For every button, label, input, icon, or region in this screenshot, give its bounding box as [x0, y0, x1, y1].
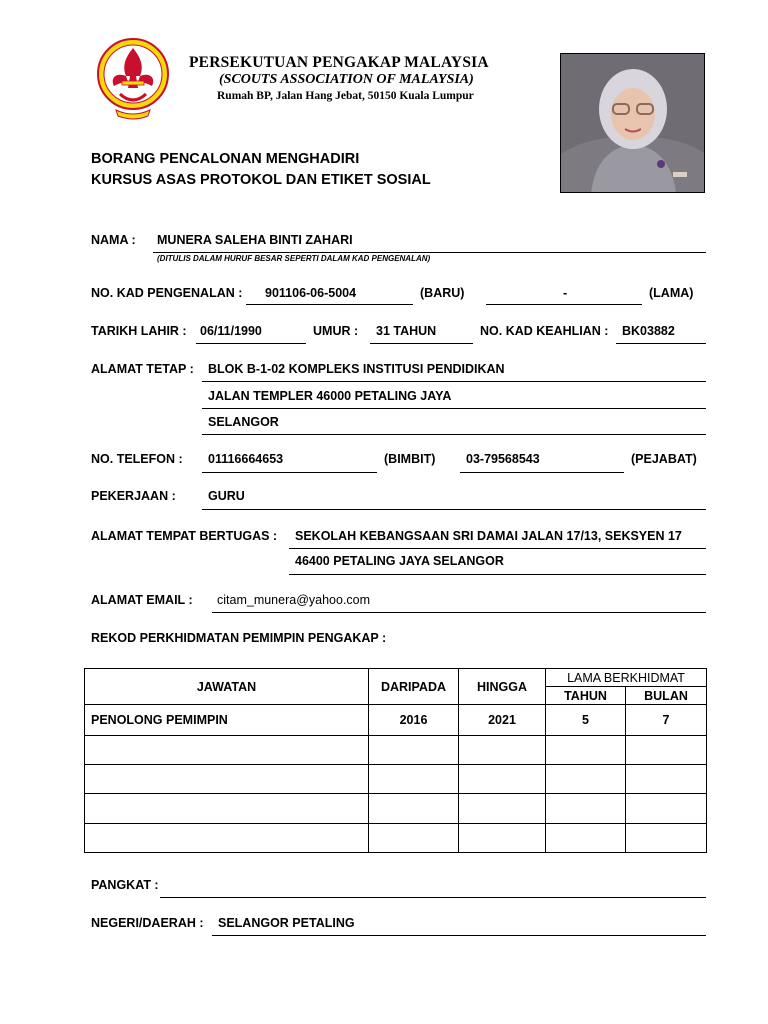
cell-hingga	[459, 765, 546, 794]
cell-jawatan	[85, 736, 369, 765]
org-name: PERSEKUTUAN PENGAKAP MALAYSIA	[189, 54, 489, 71]
col-header-lama: LAMA BERKHIDMAT	[546, 669, 707, 687]
rank-label: PANGKAT :	[91, 878, 159, 892]
email-label: ALAMAT EMAIL :	[91, 593, 193, 607]
name-value: MUNERA SALEHA BINTI ZAHARI	[157, 233, 353, 247]
table-row	[85, 794, 707, 824]
work-address-line2: 46400 PETALING JAYA SELANGOR	[295, 554, 504, 568]
cell-hingga: 2021	[459, 705, 546, 736]
work-address-line1: SEKOLAH KEBANGSAAN SRI DAMAI JALAN 17/13, SEKSYEN 17	[295, 529, 682, 543]
phone-mobile-label: (BIMBIT)	[384, 452, 436, 466]
ic-new-underline	[246, 304, 413, 305]
name-underline	[153, 252, 706, 253]
age-underline	[370, 343, 473, 344]
member-value: BK03882	[622, 324, 675, 338]
address-line2: JALAN TEMPLER 46000 PETALING JAYA	[208, 389, 452, 403]
job-label: PEKERJAAN :	[91, 489, 176, 503]
dob-label: TARIKH LAHIR :	[91, 324, 187, 338]
member-underline	[616, 343, 706, 344]
cell-bulan	[626, 765, 707, 794]
cell-hingga	[459, 824, 546, 853]
cell-jawatan	[85, 824, 369, 853]
dob-underline	[196, 343, 306, 344]
job-value: GURU	[208, 489, 245, 503]
cell-hingga	[459, 736, 546, 765]
cell-tahun	[546, 824, 626, 853]
cell-bulan	[626, 794, 707, 824]
cell-bulan: 7	[626, 705, 707, 736]
cell-bulan	[626, 824, 707, 853]
col-header-tahun: TAHUN	[546, 687, 626, 705]
state-value: SELANGOR PETALING	[218, 916, 355, 930]
name-note: (DITULIS DALAM HURUF BESAR SEPERTI DALAM KAD PENGENALAN)	[157, 254, 431, 263]
ic-old-value: -	[563, 286, 568, 300]
age-value: 31 TAHUN	[376, 324, 437, 338]
work-address-underline-2	[289, 574, 706, 575]
cell-daripada: 2016	[369, 705, 459, 736]
state-underline	[212, 935, 706, 936]
scout-logo-icon	[92, 36, 174, 122]
ic-new-label: (BARU)	[420, 286, 465, 300]
col-header-daripada: DARIPADA	[369, 669, 459, 705]
org-subtitle: (SCOUTS ASSOCIATION OF MALAYSIA)	[219, 72, 474, 87]
applicant-photo	[560, 53, 705, 193]
cell-jawatan	[85, 765, 369, 794]
table-row	[85, 736, 707, 765]
name-label: NAMA :	[91, 233, 136, 247]
age-label: UMUR :	[313, 324, 359, 338]
cell-tahun	[546, 794, 626, 824]
address-underline-1	[202, 381, 706, 382]
ic-label: NO. KAD PENGENALAN :	[91, 286, 243, 300]
cell-bulan	[626, 736, 707, 765]
ic-old-underline	[486, 304, 642, 305]
ic-old-label: (LAMA)	[649, 286, 694, 300]
cell-tahun: 5	[546, 705, 626, 736]
cell-daripada	[369, 824, 459, 853]
service-record-table	[84, 668, 707, 853]
phone-office-label: (PEJABAT)	[631, 452, 697, 466]
email-underline	[212, 612, 706, 613]
table-row	[85, 824, 707, 853]
table-row	[85, 765, 707, 794]
phone-mobile-underline	[202, 472, 377, 473]
table-row	[85, 705, 707, 736]
address-line3: SELANGOR	[208, 415, 279, 429]
phone-label: NO. TELEFON :	[91, 452, 183, 466]
work-address-label: ALAMAT TEMPAT BERTUGAS :	[91, 529, 278, 543]
form-title-line1: BORANG PENCALONAN MENGHADIRI	[91, 151, 360, 167]
rank-underline	[160, 897, 706, 898]
org-address: Rumah BP, Jalan Hang Jebat, 50150 Kuala Lumpur	[217, 90, 474, 102]
address-label: ALAMAT TETAP :	[91, 362, 194, 376]
cell-daripada	[369, 794, 459, 824]
cell-daripada	[369, 736, 459, 765]
phone-office-value: 03-79568543	[466, 452, 540, 466]
state-label: NEGERI/DAERAH :	[91, 916, 204, 930]
address-underline-3	[202, 434, 706, 435]
record-label: REKOD PERKHIDMATAN PEMIMPIN PENGAKAP :	[91, 631, 387, 645]
form-title-line2: KURSUS ASAS PROTOKOL DAN ETIKET SOSIAL	[91, 172, 431, 188]
cell-tahun	[546, 736, 626, 765]
cell-jawatan: PENOLONG PEMIMPIN	[85, 705, 369, 736]
phone-office-underline	[460, 472, 624, 473]
address-line1: BLOK B-1-02 KOMPLEKS INSTITUSI PENDIDIKAN	[208, 362, 505, 376]
col-header-jawatan: JAWATAN	[85, 669, 369, 705]
cell-jawatan	[85, 794, 369, 824]
dob-value: 06/11/1990	[200, 324, 262, 338]
ic-new-value: 901106-06-5004	[265, 286, 357, 300]
email-value: citam_munera@yahoo.com	[217, 593, 371, 607]
col-header-bulan: BULAN	[626, 687, 707, 705]
col-header-hingga: HINGGA	[459, 669, 546, 705]
job-underline	[202, 509, 706, 510]
address-underline-2	[202, 408, 706, 409]
phone-mobile-value: 01116664653	[208, 452, 284, 466]
member-label: NO. KAD KEAHLIAN :	[480, 324, 609, 338]
cell-hingga	[459, 794, 546, 824]
work-address-underline-1	[289, 548, 706, 549]
cell-daripada	[369, 765, 459, 794]
cell-tahun	[546, 765, 626, 794]
